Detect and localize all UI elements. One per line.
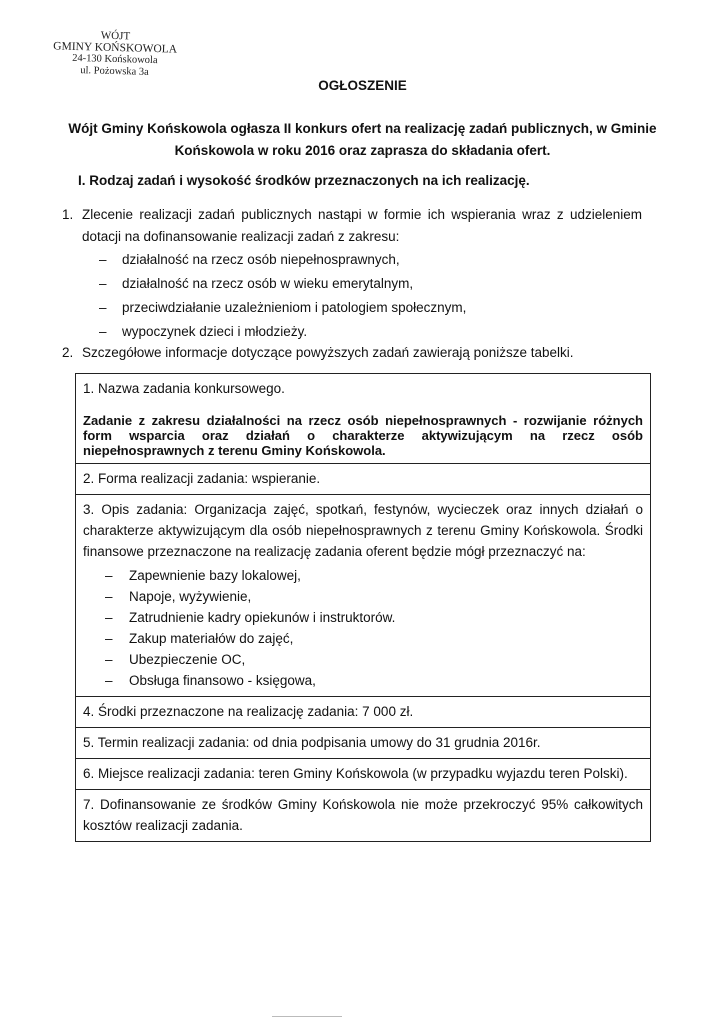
stamp-line-3: 24-130 Końskowola [71, 52, 158, 67]
page-title: OGŁOSZENIE [318, 78, 407, 93]
list-item-number: 1. [62, 207, 74, 222]
dash-icon: – [105, 631, 113, 646]
dash-icon: – [105, 673, 113, 688]
stamp-line-2: GMINY KOŃSKOWOLA [53, 40, 178, 56]
task-cofinancing: 7. Dofinansowanie ze środków Gminy Końskowola nie może przekroczyć 95% całkowitych kosztów realizacji zadania. [83, 797, 643, 833]
dash-icon: – [99, 252, 107, 267]
table-row-name [76, 374, 650, 463]
task-funds: 4. Środki przeznaczone na realizację zadania: 7 000 zł. [83, 704, 414, 719]
section-title: I. Rodzaj zadań i wysokość środków przeznaczonych na ich realizację. [78, 173, 530, 188]
scope-list [82, 248, 642, 344]
dash-icon: – [99, 324, 107, 339]
table-row-deadline [76, 727, 650, 758]
task-form: 2. Forma realizacji zadania: wspieranie. [83, 471, 321, 486]
office-stamp [39, 28, 190, 80]
list-item-text: Zlecenie realizacji zadań publicznych nastąpi w formie ich wspierania wraz z udzieleniem dotacji na dofinansowanie realizacji zadań z zakresu: [82, 207, 642, 244]
dash-icon: – [99, 276, 107, 291]
list-item: – Obsługa finansowo - księgowa, [83, 670, 643, 691]
table-row-funds [76, 696, 650, 727]
task-location: 6. Miejsce realizacji zadania: teren Gminy Końskowola (w przypadku wyjazdu teren Polski). [83, 766, 628, 781]
table-row-cofinancing [76, 789, 650, 841]
dash-icon: – [105, 610, 113, 625]
list-item: – Ubezpieczenie OC, [83, 649, 643, 670]
dash-icon: – [105, 568, 113, 583]
task-name-value: Zadanie z zakresu działalności na rzecz osób niepełnosprawnych - rozwijanie różnych form wsparcia oraz działań o charakterze aktywizującym na rzecz osób niepełnosprawnych z terenu Gminy Końskowola. [83, 413, 643, 458]
task-description: 3. Opis zadania: Organizacja zajęć, spotkań, festynów, wycieczek oraz innych działań o charakterze aktywizującym dla osób niepełnosprawnych z terenu Gminy Końskowola. Środki finansowe przeznaczone na realizację zadania oferent będzie mógł przeznaczyć na: [83, 502, 643, 559]
list-item: – Zakup materiałów do zajęć, [83, 628, 643, 649]
list-item: – przeciwdziałanie uzależnieniom i patologiem społecznym, [82, 296, 642, 320]
list-item-2 [62, 342, 662, 364]
list-item: – działalność na rzecz osób niepełnosprawnych, [82, 248, 642, 272]
list-item: – Napoje, wyżywienie, [83, 586, 643, 607]
task-table [75, 373, 651, 842]
scan-mark [272, 1016, 342, 1017]
intro-paragraph: Wójt Gminy Końskowola ogłasza II konkurs ofert na realizację zadań publicznych, w Gminie Końskowola w roku 2016 oraz zaprasza do składania ofert. [68, 121, 657, 158]
task-deadline: 5. Termin realizacji zadania: od dnia podpisania umowy do 31 grudnia 2016r. [83, 735, 541, 750]
list-item-text: Szczegółowe informacje dotyczące powyższych zadań zawierają poniższe tabelki. [82, 345, 574, 360]
dash-icon: – [105, 652, 113, 667]
task-name-label: 1. Nazwa zadania konkursowego. [83, 381, 285, 396]
list-item: – Zapewnienie bazy lokalowej, [83, 565, 643, 586]
list-item: – wypoczynek dzieci i młodzieży. [82, 320, 642, 344]
list-item-1 [62, 204, 642, 344]
list-item-number: 2. [62, 345, 74, 360]
funding-uses-list [83, 565, 643, 691]
table-row-form [76, 463, 650, 494]
stamp-line-4: ul. Pożowska 3a [80, 65, 149, 78]
dash-icon: – [99, 300, 107, 315]
list-item: – Zatrudnienie kadry opiekunów i instruktorów. [83, 607, 643, 628]
table-row-location [76, 758, 650, 789]
stamp-line-1: WÓJT [100, 29, 131, 43]
dash-icon: – [105, 589, 113, 604]
table-row-description [76, 494, 650, 696]
list-item: – działalność na rzecz osób w wieku emerytalnym, [82, 272, 642, 296]
